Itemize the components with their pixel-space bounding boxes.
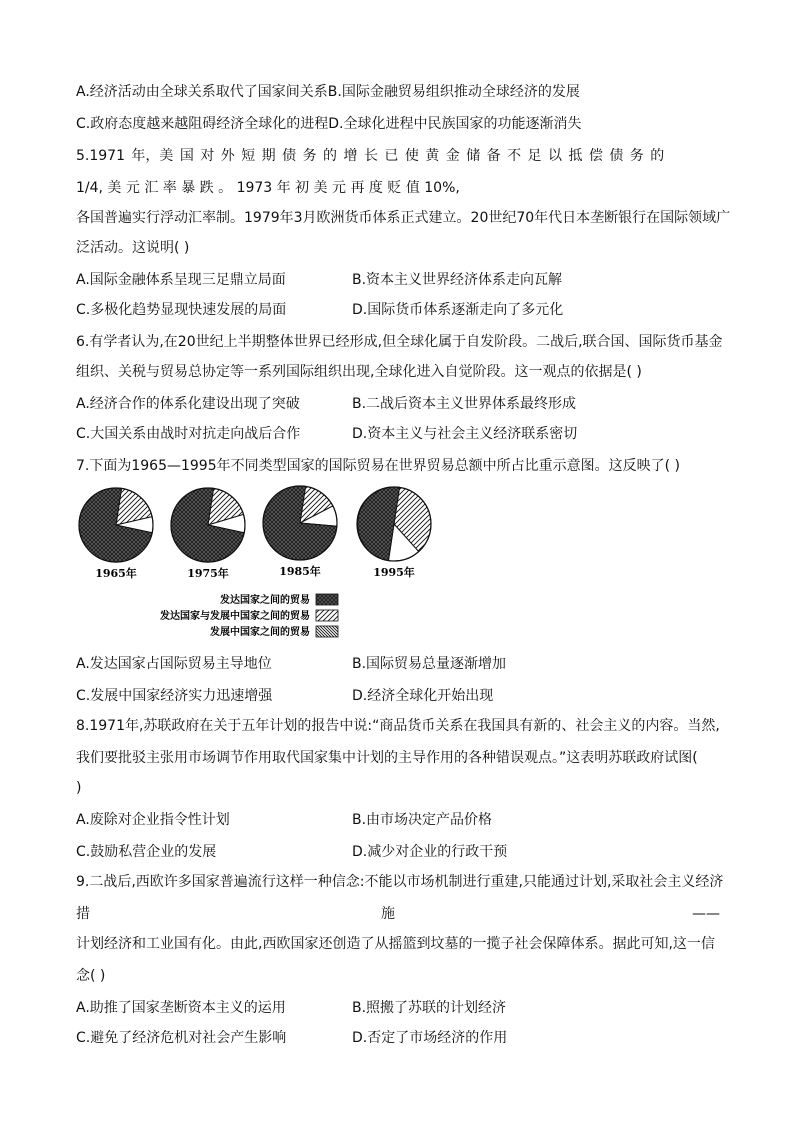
q9-option-b[interactable]: B.照搬了苏联的计划经济 xyxy=(352,1000,507,1016)
q5-stem-line3: 各国普遍实行浮动汇率制。1979年3月欧洲货币体系正式建立。20世纪70年代日本垄断银行在国际领域广 xyxy=(76,210,731,226)
pie-1 xyxy=(79,488,153,580)
legend-label-3: 发展中国家之间的贸易 xyxy=(210,627,310,638)
q7-option-b[interactable]: B.国际贸易总量逐渐增加 xyxy=(352,656,507,672)
q6-option-b[interactable]: B.二战后资本主义世界体系最终形成 xyxy=(352,396,577,412)
q9-stem-line3: 计划经济和工业国有化。由此,西欧国家还创造了从摇篮到坟墓的一揽子社会保障体系。据此可知,这一信 xyxy=(76,936,715,952)
legend-swatch-2 xyxy=(316,610,338,621)
pie-year-label: 1985年 xyxy=(279,565,321,578)
q6-option-d[interactable]: D.资本主义与社会主义经济联系密切 xyxy=(352,426,578,442)
q6-option-a[interactable]: A.经济合作的体系化建设出现了突破 xyxy=(76,396,300,412)
q8-option-a[interactable]: A.废除对企业指令性计划 xyxy=(76,812,230,828)
q7-stem-line1: 7.下面为1965—1995年不同类型国家的国际贸易在世界贸易总额中所占比重示意图。这反映了( ) xyxy=(76,458,680,474)
q6-option-c[interactable]: C.大国关系由战时对抗走向战后合作 xyxy=(76,426,301,442)
q9-option-c[interactable]: C.避免了经济危机对社会产生影响 xyxy=(76,1030,287,1046)
q9-stem-line2-dash: —— xyxy=(692,906,720,922)
q8-stem-line3: ) xyxy=(76,780,82,796)
q5-option-c[interactable]: C.多极化趋势显现快速发展的局面 xyxy=(76,302,287,318)
q8-stem-line1: 8.1971年,苏联政府在关于五年计划的报告中说:“商品货币关系在我国具有新的、社会主义的内容。当然, xyxy=(76,718,720,734)
q7-option-d[interactable]: D.经济全球化开始出现 xyxy=(352,688,494,704)
q4-options-cd: C.政府态度越来越阻碍经济全球化的进程D.全球化进程中民族国家的功能逐渐消失 xyxy=(76,116,582,132)
q5-stem-line4: 泛活动。这说明( ) xyxy=(76,240,190,256)
q4-options-ab: A.经济活动由全球关系取代了国家间关系B.国际金融贸易组织推动全球经济的发展 xyxy=(76,84,580,100)
q8-option-d[interactable]: D.减少对企业的行政干预 xyxy=(352,844,508,860)
q9-option-a[interactable]: A.助推了国家垄断资本主义的运用 xyxy=(76,1000,286,1016)
pie-2 xyxy=(171,488,245,580)
q5-option-a[interactable]: A.国际金融体系呈现三足鼎立局面 xyxy=(76,272,286,288)
q6-stem-line1: 6.有学者认为,在20世纪上半期整体世界已经形成,但全球化属于自发阶段。二战后,联合国、国际货币基金 xyxy=(76,334,723,350)
q5-option-b[interactable]: B.资本主义世界经济体系走向瓦解 xyxy=(352,272,563,288)
q7-option-c[interactable]: C.发展中国家经济实力迅速增强 xyxy=(76,688,273,704)
q6-stem-line2: 组织、关税与贸易总协定等一系列国际组织出现,全球化进入自觉阶段。这一观点的依据是( ) xyxy=(76,364,642,380)
pie-3 xyxy=(263,486,337,578)
trade-pie-chart-figure xyxy=(70,484,450,644)
q5-stem-line2: 1/4, 美 元 汇 率 暴 跌 。 1973 年 初 美 元 再 度 贬 值 10%, xyxy=(76,180,460,196)
pie-4 xyxy=(357,487,431,579)
q9-option-d[interactable]: D.否定了市场经济的作用 xyxy=(352,1030,508,1046)
legend-label-2: 发达国家与发展中国家之间的贸易 xyxy=(160,611,310,622)
legend-label-1: 发达国家之间的贸易 xyxy=(220,595,310,606)
q5-option-d[interactable]: D.国际货币体系逐渐走向了多元化 xyxy=(352,302,564,318)
q7-option-a[interactable]: A.发达国家占国际贸易主导地位 xyxy=(76,656,272,672)
legend-swatch-3 xyxy=(316,626,338,637)
pie-year-label: 1965年 xyxy=(95,567,137,580)
pie-year-label: 1995年 xyxy=(373,566,415,579)
q8-option-b[interactable]: B.由市场决定产品价格 xyxy=(352,812,493,828)
legend-swatch-1 xyxy=(316,594,338,605)
q9-stem-line1: 9.二战后,西欧许多国家普遍流行这样一种信念:不能以市场机制进行重建,只能通过计划,采取社会主义经济 xyxy=(76,874,724,890)
q8-stem-line2: 我们要批驳主张用市场调节作用取代国家集中计划的主导作用的各种错误观点。”这表明苏联政府试图( xyxy=(76,750,698,766)
q9-stem-line4: 念( ) xyxy=(76,968,106,984)
q8-option-c[interactable]: C.鼓励私营企业的发展 xyxy=(76,844,217,860)
q5-stem-line1: 5.1971 年，美 国 对 外 短 期 债 务 的 增 长 已 使 黄 金 储 备 不 足 以 抵 偿 债 务 的 xyxy=(76,148,665,164)
q9-stem-line2-mid: 施 xyxy=(381,906,395,922)
pie-year-label: 1975年 xyxy=(187,567,229,580)
q9-stem-line2-left: 措 xyxy=(76,906,90,922)
trade-pie-charts xyxy=(70,484,450,644)
